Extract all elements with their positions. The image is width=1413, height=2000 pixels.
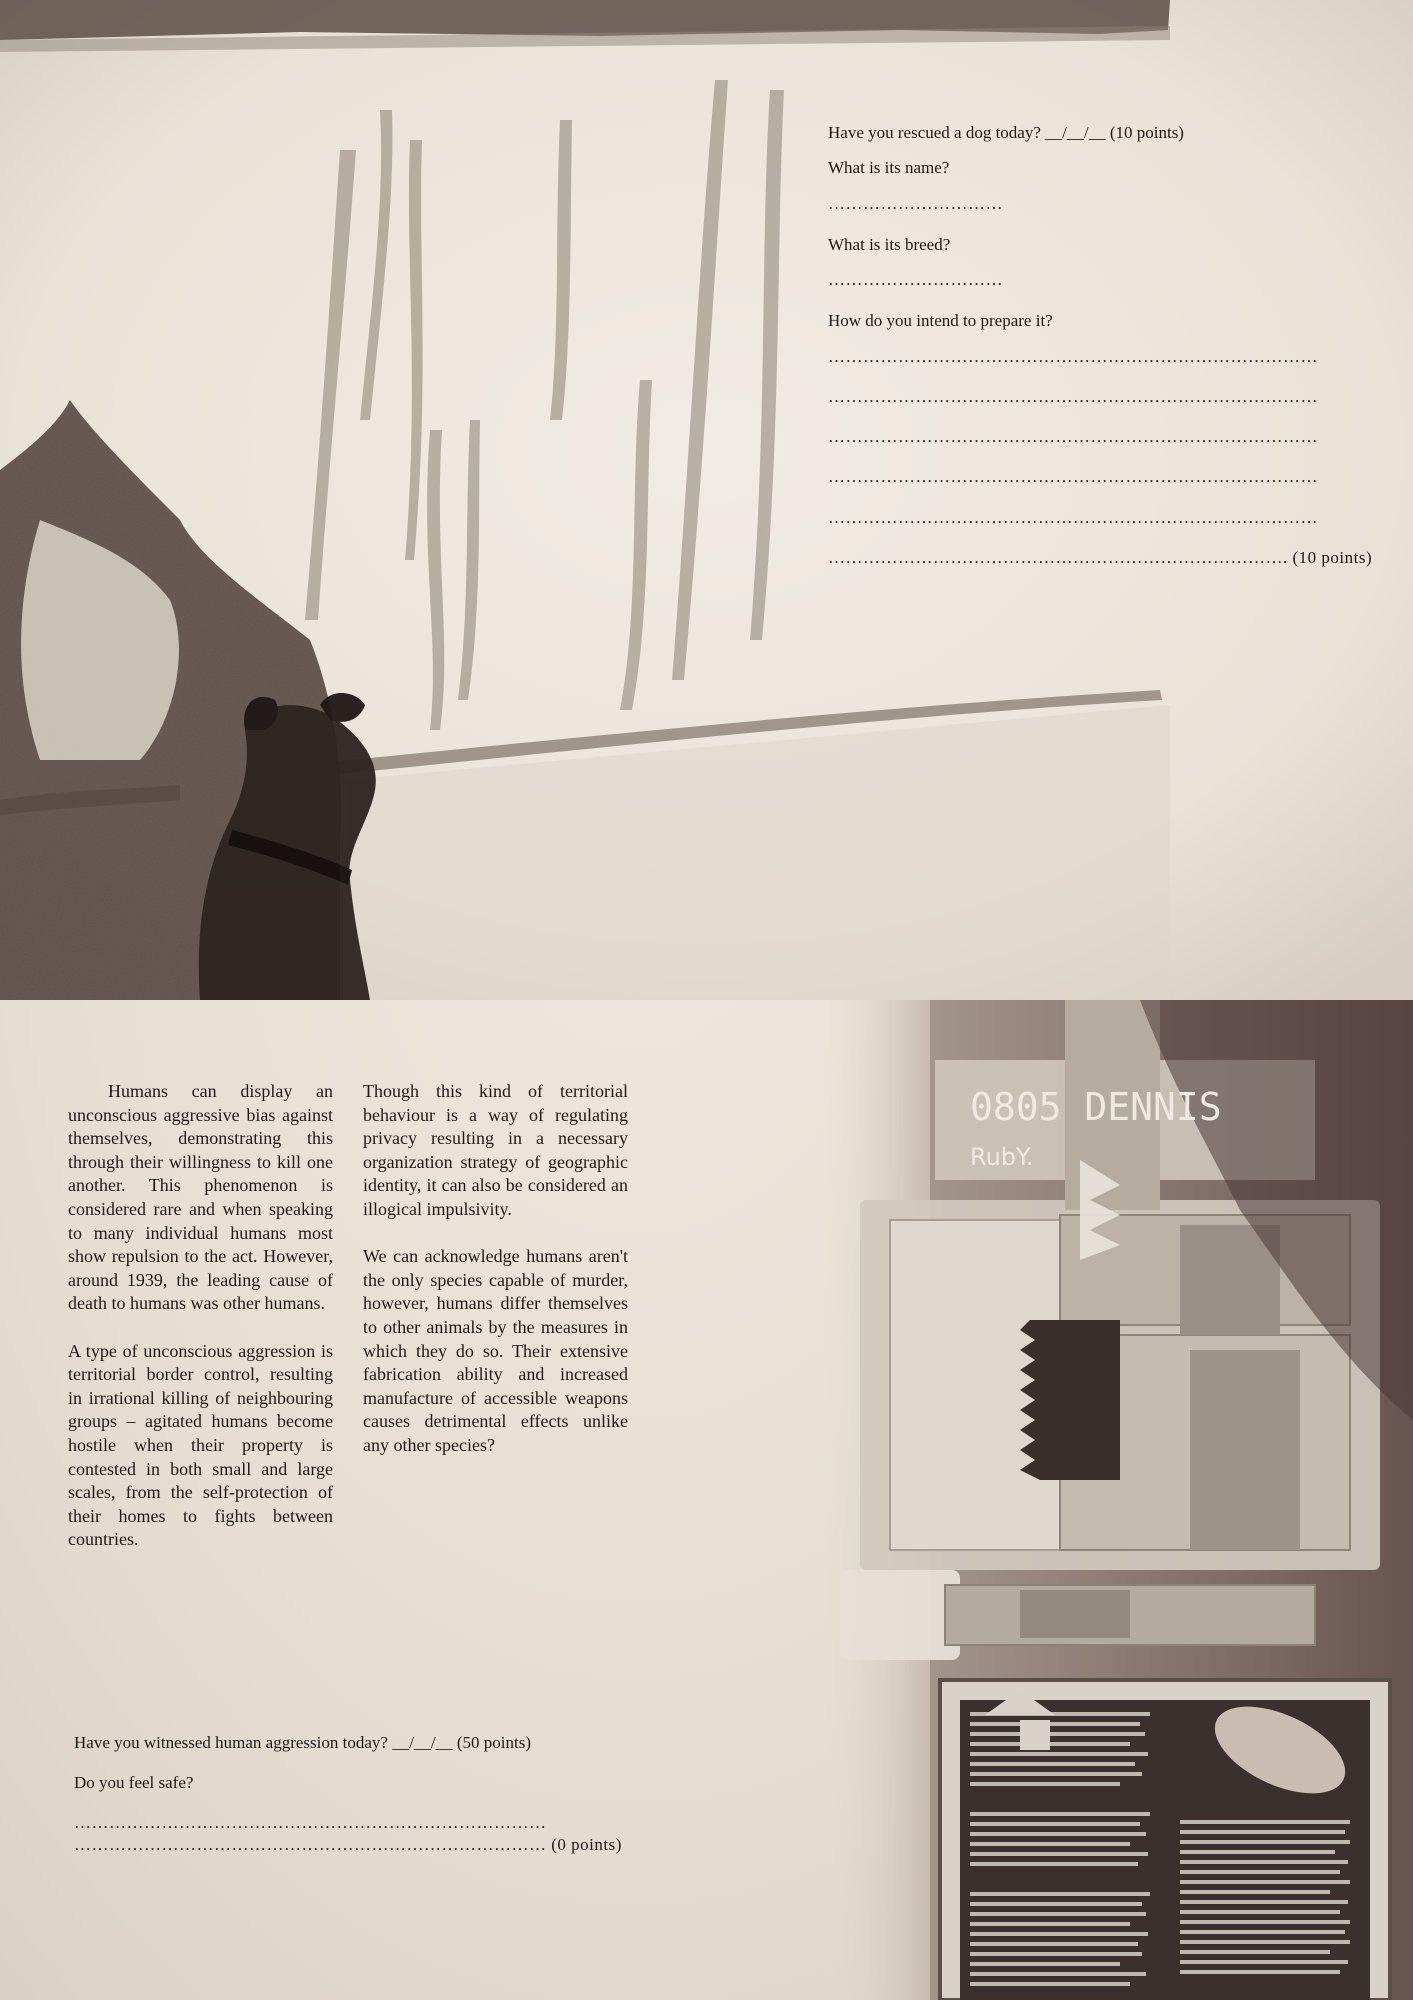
patch-name-text: 0805 DENNIS (970, 1085, 1222, 1129)
answer-line-dog-breed[interactable]: ………………………… (828, 270, 1003, 289)
question-witnessed-aggression: Have you witnessed human aggression today? __/__/__ (50 points) (74, 1733, 532, 1752)
patch-subtext: RubY. (970, 1143, 1034, 1171)
answer-line-prepare[interactable]: ………………………………………………………………………… (828, 467, 1318, 487)
military-pouch-photo (820, 1000, 1413, 2000)
answer-line-dog-name[interactable]: ………………………… (828, 193, 1003, 213)
essay-column-right (363, 1080, 628, 1481)
question-feel-safe: Do you feel safe? (74, 1773, 194, 1793)
question-dog-breed: What is its breed? (828, 234, 951, 254)
essay-paragraph: Though this kind of territorial behaviour is a way of regulating privacy resulting in a necessary organization strategy of geographic identity, it can also be considered an illogical impulsivity. (363, 1081, 628, 1219)
essay-paragraph: A type of unconscious aggression is territorial border control, resulting in irrational killing of neighbouring groups – agitated humans become hostile when their property is contested in both small and large scales, from the self-protection of their homes to fights between countries. (68, 1340, 333, 1550)
answer-line-feel-safe[interactable]: ……………………………………………………………………… (74, 1813, 547, 1833)
answer-line-prepare[interactable]: ………………………………………………………………………… (828, 346, 1318, 366)
essay-paragraph: We can acknowledge humans aren't the only species capable of murder, however, humans differ themselves to other animals by the measures in which they do so. Their extensive fabrication ability and increased manufacture of accessible weapons causes detrimental effects unlike any other species? (363, 1246, 628, 1455)
answer-line-feel-safe-final[interactable]: ……………………………………………………………………… (0 points) (74, 1835, 622, 1855)
question-rescued-dog: Have you rescued a dog today? __/__/__ (10 points) (828, 123, 1184, 142)
answer-line-prepare-final[interactable]: ……………………………………………………………………. (10 points) (828, 547, 1373, 567)
answer-line-prepare[interactable]: ………………………………………………………………………… (828, 386, 1318, 406)
essay-paragraph: Humans can display an unconscious aggressive bias against themselves, demonstrating this through their willingness to kill one another. This phenomenon is considered rare and when speaking to many individual humans most show repulsion to the act. However, around 1939, the leading cause of death to humans was other humans. (68, 1081, 333, 1314)
answer-line-prepare[interactable]: ………………………………………………………………………… (828, 507, 1318, 527)
answer-line-prepare[interactable]: ………………………………………………………………………… (828, 427, 1318, 446)
question-dog-name: What is its name? (828, 158, 950, 178)
dog-rescue-questionnaire (828, 122, 1373, 587)
essay-column-left (68, 1080, 333, 1575)
aggression-questionnaire (74, 1732, 694, 1856)
question-prepare: How do you intend to prepare it? (828, 311, 1053, 331)
